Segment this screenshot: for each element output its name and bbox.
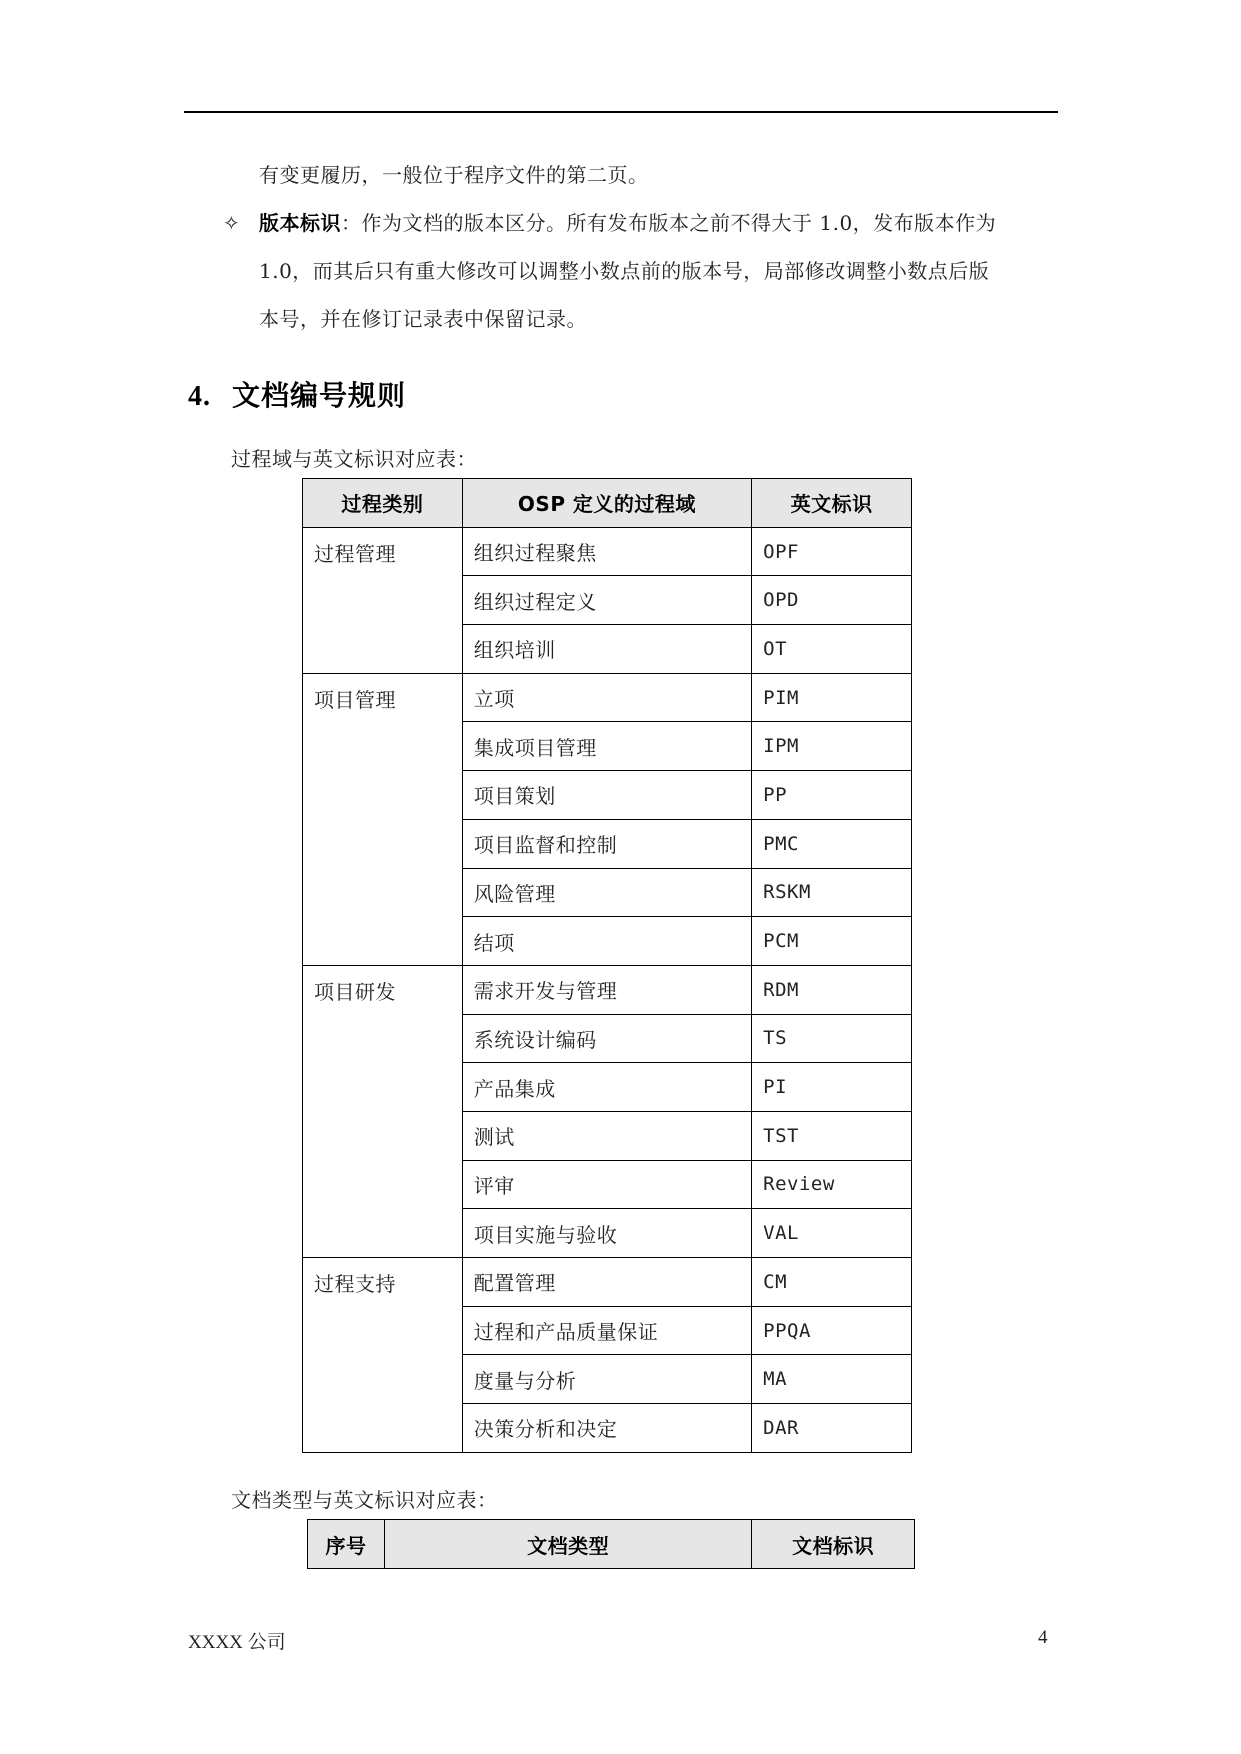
process-area-cell: 组织过程定义 [462,576,751,625]
process-category-cell: 过程支持 [303,1258,463,1453]
table-row [303,965,912,1014]
footer-company: XXXX 公司 [188,1632,286,1653]
bullet-paragraph-line-2: 1.0，而其后只有重大修改可以调整小数点前的版本号，局部修改调整小数点后版 [259,259,990,283]
process-area-cell: 评审 [462,1160,751,1209]
table1-caption: 过程域与英文标识对应表： [231,447,477,471]
process-area-table [302,478,912,1453]
process-area-cell: 产品集成 [462,1063,751,1112]
process-area-cell: 过程和产品质量保证 [462,1306,751,1355]
process-area-cell: 集成项目管理 [462,722,751,771]
english-id-cell: PP [752,771,912,820]
process-area-cell: 测试 [462,1111,751,1160]
header-document-id: 文档标识 [752,1520,915,1569]
section-heading [188,374,406,414]
english-id-cell: PIM [752,673,912,722]
process-area-cell: 组织过程聚焦 [462,527,751,576]
english-id-cell: Review [752,1160,912,1209]
process-category-cell: 过程管理 [303,527,463,673]
bullet-paragraph-line-3: 本号，并在修订记录表中保留记录。 [259,307,587,331]
process-area-cell: 度量与分析 [462,1355,751,1404]
bullet-paragraph-line-1 [259,199,996,247]
table-row [303,673,912,722]
process-area-table-body [303,527,912,1452]
table2-caption: 文档类型与英文标识对应表： [231,1488,498,1512]
process-area-cell: 立项 [462,673,751,722]
english-id-cell: RSKM [752,868,912,917]
header-process-area: OSP 定义的过程域 [462,479,751,528]
process-area-cell: 项目策划 [462,771,751,820]
header-process-category: 过程类别 [303,479,463,528]
table-header-row [303,479,912,528]
english-id-cell: OT [752,625,912,674]
header-rule [184,111,1058,113]
english-id-cell: OPD [752,576,912,625]
english-id-cell: TS [752,1014,912,1063]
english-id-cell: PMC [752,819,912,868]
english-id-cell: PPQA [752,1306,912,1355]
footer-page-number: 4 [1038,1627,1048,1648]
english-id-cell: IPM [752,722,912,771]
process-area-cell: 决策分析和决定 [462,1404,751,1453]
header-document-type: 文档类型 [384,1520,751,1569]
process-area-cell: 组织培训 [462,625,751,674]
header-english-id: 英文标识 [752,479,912,528]
table-row [303,1258,912,1307]
process-area-cell: 项目实施与验收 [462,1209,751,1258]
process-category-cell: 项目研发 [303,965,463,1257]
process-area-cell: 风险管理 [462,868,751,917]
table-row [303,527,912,576]
section-number: 4. [188,381,211,412]
process-area-cell: 项目监督和控制 [462,819,751,868]
process-area-cell: 配置管理 [462,1258,751,1307]
english-id-cell: OPF [752,527,912,576]
english-id-cell: VAL [752,1209,912,1258]
diamond-bullet-icon: ✧ [223,211,240,235]
english-id-cell: CM [752,1258,912,1307]
english-id-cell: MA [752,1355,912,1404]
bullet-label: 版本标识 [259,211,341,235]
process-area-cell: 系统设计编码 [462,1014,751,1063]
document-type-table [307,1519,915,1569]
english-id-cell: PCM [752,917,912,966]
paragraph-line-1: 有变更履历，一般位于程序文件的第二页。 [259,163,649,187]
process-category-cell: 项目管理 [303,673,463,965]
section-title: 文档编号规则 [232,379,407,412]
english-id-cell: DAR [752,1404,912,1453]
english-id-cell: TST [752,1111,912,1160]
table-header-row [308,1520,915,1569]
header-serial-number: 序号 [308,1520,385,1569]
process-area-cell: 需求开发与管理 [462,965,751,1014]
english-id-cell: RDM [752,965,912,1014]
process-area-cell: 结项 [462,917,751,966]
english-id-cell: PI [752,1063,912,1112]
bullet-text-1: ：作为文档的版本区分。所有发布版本之前不得大于 1.0，发布版本作为 [341,211,997,235]
